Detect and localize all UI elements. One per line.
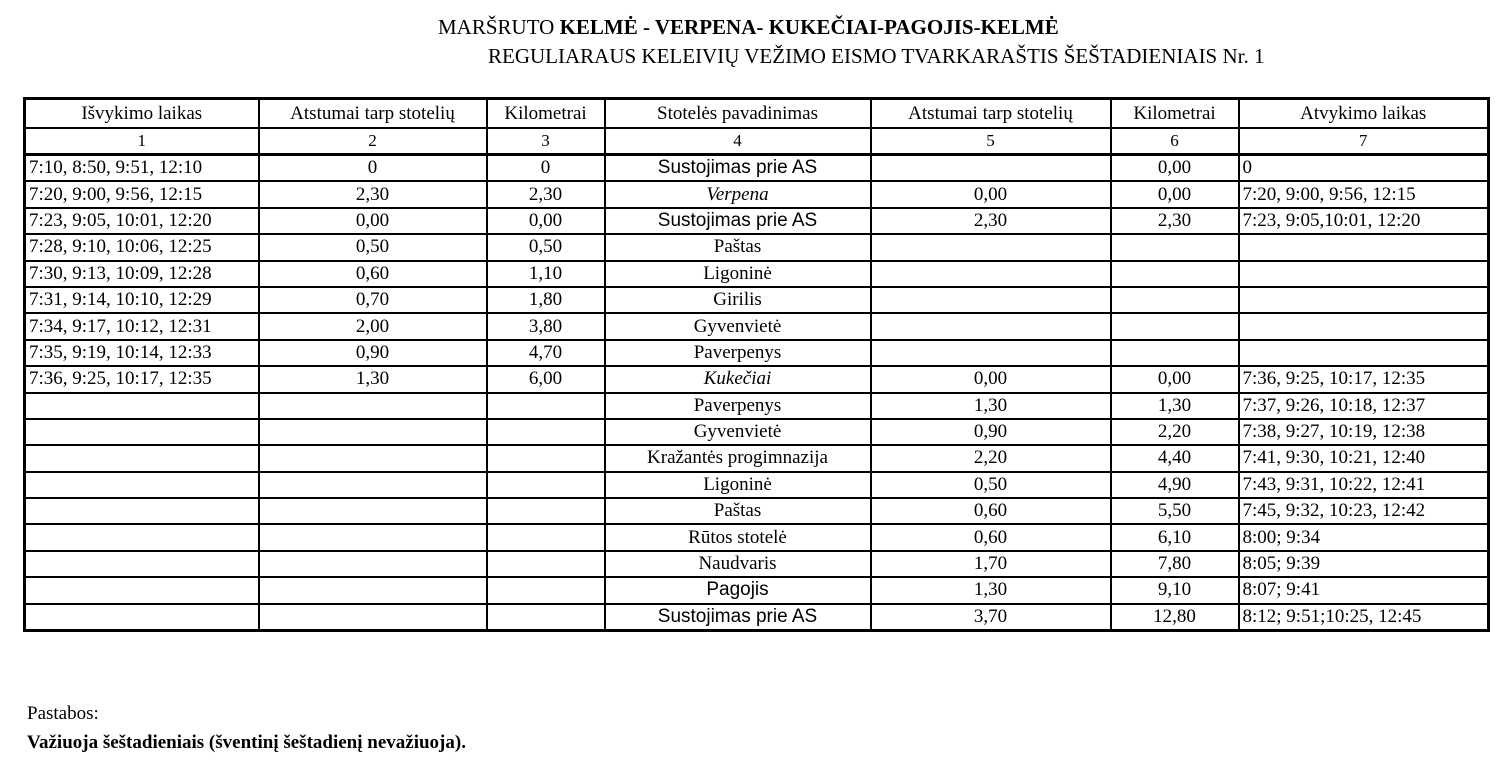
arrival-time-cell: 7:23, 9:05,10:01, 12:20: [1239, 208, 1489, 234]
departure-time-cell: 7:34, 9:17, 10:12, 12:31: [25, 313, 259, 339]
departure-time-cell: 7:31, 9:14, 10:10, 12:29: [25, 287, 259, 313]
departure-time-cell: [25, 393, 259, 419]
departure-time-cell: [25, 419, 259, 445]
arrival-time-cell: 7:36, 9:25, 10:17, 12:35: [1239, 366, 1489, 392]
kilometers-cell: [487, 393, 605, 419]
arrival-time-cell: 7:37, 9:26, 10:18, 12:37: [1239, 393, 1489, 419]
arrival-time-cell: [1239, 340, 1489, 366]
return-kilometers-cell: 0,00: [1111, 181, 1239, 207]
stop-name-cell: Girilis: [605, 287, 871, 313]
return-kilometers-cell: [1111, 313, 1239, 339]
arrival-time-cell: 8:05; 9:39: [1239, 551, 1489, 577]
return-kilometers-cell: 9,10: [1111, 577, 1239, 603]
table-row: [25, 155, 1489, 182]
stop-name-cell: Paverpenys: [605, 340, 871, 366]
stop-name-cell: Kražantės progimnazija: [605, 445, 871, 471]
return-kilometers-cell: [1111, 261, 1239, 287]
header-distance-between-stops-2: Atstumai tarp stotelių: [871, 99, 1111, 129]
header-stop-name: Stotelės pavadinimas: [605, 99, 871, 129]
departure-time-cell: 7:10, 8:50, 9:51, 12:10: [25, 155, 259, 182]
return-kilometers-cell: [1111, 287, 1239, 313]
kilometers-cell: [487, 498, 605, 524]
arrival-time-cell: [1239, 287, 1489, 313]
distance-cell: 0,90: [259, 340, 487, 366]
table-row: [25, 181, 1489, 207]
distance-cell: [259, 472, 487, 498]
header-distance-between-stops-1: Atstumai tarp stotelių: [259, 99, 487, 129]
return-kilometers-cell: 0,00: [1111, 155, 1239, 182]
title-prefix: MARŠRUTO: [438, 15, 560, 39]
stop-name-cell: Gyvenvietė: [605, 419, 871, 445]
kilometers-cell: 4,70: [487, 340, 605, 366]
kilometers-cell: 6,00: [487, 366, 605, 392]
document-title: [438, 15, 1059, 39]
return-kilometers-cell: 7,80: [1111, 551, 1239, 577]
departure-time-cell: 7:20, 9:00, 9:56, 12:15: [25, 181, 259, 207]
kilometers-cell: 3,80: [487, 313, 605, 339]
departure-time-cell: [25, 577, 259, 603]
column-number: 1: [25, 128, 259, 155]
return-distance-cell: 3,70: [871, 604, 1111, 631]
return-distance-cell: 1,70: [871, 551, 1111, 577]
stop-name-cell: Paverpenys: [605, 393, 871, 419]
table-row: [25, 208, 1489, 234]
arrival-time-cell: [1239, 313, 1489, 339]
return-kilometers-cell: [1111, 340, 1239, 366]
table-row: [25, 340, 1489, 366]
distance-cell: [259, 419, 487, 445]
kilometers-cell: [487, 604, 605, 631]
schedule-table: [23, 97, 1490, 632]
return-kilometers-cell: 5,50: [1111, 498, 1239, 524]
arrival-time-cell: [1239, 261, 1489, 287]
stop-name-cell: Gyvenvietė: [605, 313, 871, 339]
column-number: 2: [259, 128, 487, 155]
document-subtitle: REGULIARAUS KELEIVIŲ VEŽIMO EISMO TVARKARAŠTIS ŠEŠTADIENIAIS Nr. 1: [488, 44, 1265, 68]
arrival-time-cell: 7:45, 9:32, 10:23, 12:42: [1239, 498, 1489, 524]
departure-time-cell: [25, 524, 259, 550]
return-distance-cell: 1,30: [871, 577, 1111, 603]
return-kilometers-cell: 12,80: [1111, 604, 1239, 631]
header-kilometers-1: Kilometrai: [487, 99, 605, 129]
column-number: 5: [871, 128, 1111, 155]
departure-time-cell: [25, 445, 259, 471]
return-distance-cell: 2,30: [871, 208, 1111, 234]
kilometers-cell: [487, 419, 605, 445]
kilometers-cell: [487, 445, 605, 471]
distance-cell: [259, 445, 487, 471]
distance-cell: [259, 604, 487, 631]
notes-label: Pastabos:: [27, 703, 99, 724]
arrival-time-cell: 8:00; 9:34: [1239, 524, 1489, 550]
table-row: [25, 313, 1489, 339]
return-distance-cell: [871, 234, 1111, 260]
return-distance-cell: 0,60: [871, 498, 1111, 524]
return-kilometers-cell: [1111, 234, 1239, 260]
notes-text: Važiuoja šeštadieniais (šventinį šeštadienį nevažiuoja).: [27, 732, 466, 753]
arrival-time-cell: 8:07; 9:41: [1239, 577, 1489, 603]
distance-cell: 0,70: [259, 287, 487, 313]
table-row: [25, 287, 1489, 313]
return-distance-cell: 0,00: [871, 366, 1111, 392]
return-distance-cell: 0,90: [871, 419, 1111, 445]
kilometers-cell: [487, 472, 605, 498]
kilometers-cell: 0: [487, 155, 605, 182]
arrival-time-cell: 7:38, 9:27, 10:19, 12:38: [1239, 419, 1489, 445]
return-kilometers-cell: 1,30: [1111, 393, 1239, 419]
kilometers-cell: [487, 524, 605, 550]
stop-name-cell: Ligoninė: [605, 472, 871, 498]
header-kilometers-2: Kilometrai: [1111, 99, 1239, 129]
return-kilometers-cell: 4,90: [1111, 472, 1239, 498]
stop-name-cell: Naudvaris: [605, 551, 871, 577]
kilometers-cell: 1,80: [487, 287, 605, 313]
arrival-time-cell: 7:41, 9:30, 10:21, 12:40: [1239, 445, 1489, 471]
kilometers-cell: 0,50: [487, 234, 605, 260]
header-arrival-time: Atvykimo laikas: [1239, 99, 1489, 129]
table-row: [25, 551, 1489, 577]
column-number-row: [25, 128, 1489, 155]
departure-time-cell: [25, 472, 259, 498]
arrival-time-cell: 8:12; 9:51;10:25, 12:45: [1239, 604, 1489, 631]
arrival-time-cell: 7:20, 9:00, 9:56, 12:15: [1239, 181, 1489, 207]
table-row: [25, 577, 1489, 603]
table-row: [25, 498, 1489, 524]
table-row: [25, 393, 1489, 419]
table-row: [25, 419, 1489, 445]
departure-time-cell: [25, 498, 259, 524]
distance-cell: 2,30: [259, 181, 487, 207]
return-distance-cell: [871, 155, 1111, 182]
departure-time-cell: [25, 551, 259, 577]
column-number: 7: [1239, 128, 1489, 155]
departure-time-cell: 7:36, 9:25, 10:17, 12:35: [25, 366, 259, 392]
distance-cell: 0,00: [259, 208, 487, 234]
return-distance-cell: 0,00: [871, 181, 1111, 207]
stop-name-cell: Sustojimas prie AS: [605, 604, 871, 631]
return-distance-cell: 0,60: [871, 524, 1111, 550]
table-row: [25, 445, 1489, 471]
table-row: [25, 366, 1489, 392]
distance-cell: [259, 393, 487, 419]
column-number: 4: [605, 128, 871, 155]
header-row: [25, 99, 1489, 129]
table-row: [25, 234, 1489, 260]
table-row: [25, 524, 1489, 550]
column-number: 6: [1111, 128, 1239, 155]
table-row: [25, 261, 1489, 287]
distance-cell: 0,60: [259, 261, 487, 287]
return-kilometers-cell: 2,20: [1111, 419, 1239, 445]
kilometers-cell: [487, 551, 605, 577]
arrival-time-cell: 0: [1239, 155, 1489, 182]
departure-time-cell: 7:23, 9:05, 10:01, 12:20: [25, 208, 259, 234]
distance-cell: 0: [259, 155, 487, 182]
distance-cell: [259, 498, 487, 524]
return-kilometers-cell: 2,30: [1111, 208, 1239, 234]
distance-cell: [259, 551, 487, 577]
return-distance-cell: 0,50: [871, 472, 1111, 498]
departure-time-cell: 7:30, 9:13, 10:09, 12:28: [25, 261, 259, 287]
distance-cell: 2,00: [259, 313, 487, 339]
departure-time-cell: [25, 604, 259, 631]
return-distance-cell: [871, 313, 1111, 339]
return-distance-cell: 2,20: [871, 445, 1111, 471]
column-number: 3: [487, 128, 605, 155]
stop-name-cell: Pagojis: [605, 577, 871, 603]
return-kilometers-cell: 4,40: [1111, 445, 1239, 471]
kilometers-cell: [487, 577, 605, 603]
return-distance-cell: [871, 340, 1111, 366]
header-departure-time: Išvykimo laikas: [25, 99, 259, 129]
stop-name-cell: Rūtos stotelė: [605, 524, 871, 550]
table-row: [25, 472, 1489, 498]
table-row: [25, 604, 1489, 631]
distance-cell: 1,30: [259, 366, 487, 392]
schedule-body: [25, 155, 1489, 631]
stop-name-cell: Paštas: [605, 234, 871, 260]
return-kilometers-cell: 0,00: [1111, 366, 1239, 392]
stop-name-cell: Sustojimas prie AS: [605, 208, 871, 234]
stop-name-cell: Sustojimas prie AS: [605, 155, 871, 182]
stop-name-cell: Kukečiai: [605, 366, 871, 392]
departure-time-cell: 7:35, 9:19, 10:14, 12:33: [25, 340, 259, 366]
return-distance-cell: [871, 261, 1111, 287]
distance-cell: [259, 577, 487, 603]
distance-cell: 0,50: [259, 234, 487, 260]
stop-name-cell: Paštas: [605, 498, 871, 524]
stop-name-cell: Verpena: [605, 181, 871, 207]
return-distance-cell: [871, 287, 1111, 313]
arrival-time-cell: [1239, 234, 1489, 260]
kilometers-cell: 2,30: [487, 181, 605, 207]
stop-name-cell: Ligoninė: [605, 261, 871, 287]
kilometers-cell: 1,10: [487, 261, 605, 287]
kilometers-cell: 0,00: [487, 208, 605, 234]
return-kilometers-cell: 6,10: [1111, 524, 1239, 550]
distance-cell: [259, 524, 487, 550]
arrival-time-cell: 7:43, 9:31, 10:22, 12:41: [1239, 472, 1489, 498]
return-distance-cell: 1,30: [871, 393, 1111, 419]
departure-time-cell: 7:28, 9:10, 10:06, 12:25: [25, 234, 259, 260]
route-name: KELMĖ - VERPENA- KUKEČIAI-PAGOJIS-KELMĖ: [559, 15, 1059, 39]
